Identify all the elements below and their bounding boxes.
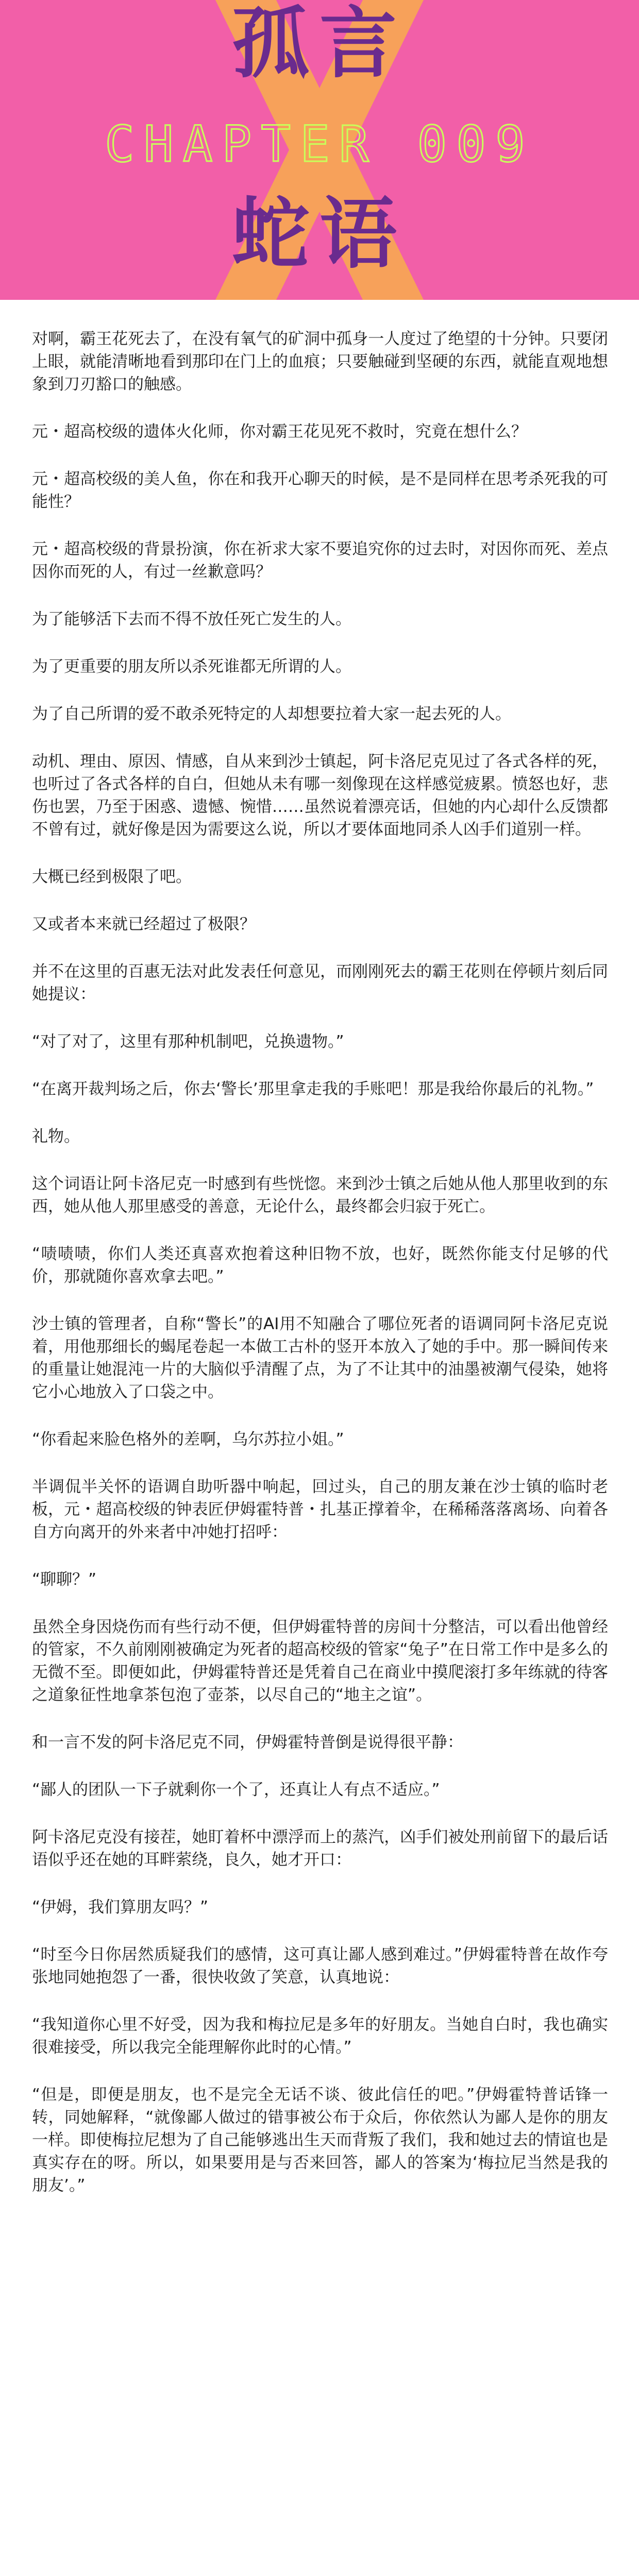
paragraph: 元・超高校级的背景扮演，你在祈求大家不要追究你的过去时，对因你而死、差点因你而死的人，有过一丝歉意吗？	[32, 540, 608, 581]
dialogue-line: “你看起来脸色格外的差啊，乌尔苏拉小姐。”	[32, 1430, 344, 1449]
dialogue-line: “时至今日你居然质疑我们的感情，这可真让鄙人感到难过。”伊姆霍特普在故作夸张地同她抱怨了一番，很快收敛了笑意，认真地说：	[32, 1945, 608, 1987]
dialogue-line: “但是，即便是朋友，也不是完全无话不谈、彼此信任的吧。”伊姆霍特普话锋一转，同她解释，“就像鄙人做过的错事被公布于众后，你依然认为鄙人是你的朋友一样。即使梅拉尼想为了自己能够逃出生天而背叛了我们，我和她过去的情谊也是真实存在的呀。所以，如果要用是与否来回答，鄙人的答案为‘梅拉尼当然是我的朋友’。”	[32, 2086, 608, 2195]
dialogue-line: “鄙人的团队一下子就剩你一个了，还真让人有点不适应。”	[32, 1781, 440, 1799]
paragraph: 为了更重要的朋友所以杀死谁都无所谓的人。	[32, 657, 351, 676]
story-body	[32, 328, 608, 2222]
paragraph: 对啊，霸王花死去了，在没有氧气的矿洞中孤身一人度过了绝望的十分钟。只要闭上眼，就能清晰地看到那印在门上的血痕；只要触碰到坚硬的东西，就能直观地想象到刀刃豁口的触感。	[32, 330, 608, 394]
dialogue-line: “对了对了，这里有那种机制吧，兑换遗物。”	[32, 1032, 344, 1051]
paragraph: 这个词语让阿卡洛尼克一时感到有些恍惚。来到沙士镇之后她从他人那里收到的东西，她从他人那里感受的善意，无论什么，最终都会归寂于死亡。	[32, 1175, 608, 1216]
paragraph: 礼物。	[32, 1127, 80, 1146]
paragraph: 并不在这里的百惠无法对此发表任何意见，而刚刚死去的霸王花则在停顿片刻后同她提议：	[32, 962, 608, 1004]
paragraph: 元・超高校级的遗体火化师，你对霸王花见死不救时，究竟在想什么？	[32, 422, 527, 441]
paragraph: 大概已经到极限了吧。	[32, 868, 192, 886]
dialogue-line: “我知道你心里不好受，因为我和梅拉尼是多年的好朋友。当她自白时，我也确实很难接受，所以我完全能理解你此时的心情。”	[32, 2015, 608, 2057]
paragraph: 阿卡洛尼克没有接茬，她盯着杯中漂浮而上的蒸汽，凶手们被处刑前留下的最后话语似乎还在她的耳畔萦绕，良久，她才开口：	[32, 1828, 608, 1869]
dialogue-line: “啧啧啧，你们人类还真喜欢抱着这种旧物不放，也好，既然你能支付足够的代价，那就随你喜欢拿去吧。”	[32, 1245, 608, 1286]
paragraph: 半调侃半关怀的语调自助听器中响起，回过头，自己的朋友兼在沙士镇的临时老板，元・超高校级的钟表匠伊姆霍特普・扎基正撑着伞，在稀稀落落离场、向着各自方向离开的外来者中冲她打招呼：	[32, 1478, 608, 1541]
paragraph: 为了自己所谓的爱不敢杀死特定的人却想要拉着大家一起去死的人。	[32, 705, 511, 723]
dialogue-line: “在离开裁判场之后，你去‘警长’那里拿走我的手账吧！那是我给你最后的礼物。”	[32, 1080, 594, 1098]
paragraph: 又或者本来就已经超过了极限？	[32, 915, 256, 934]
chapter-label: CHAPTER 009	[105, 115, 534, 173]
paragraph: 动机、理由、原因、情感，自从来到沙士镇起，阿卡洛尼克见过了各式各样的死，也听过了各式各样的自白，但她从未有哪一刻像现在这样感觉疲累。愤怒也好，悲伤也罢，乃至于困惑、遗憾、惋惜……虽然说着漂亮话，但她的内心却什么反馈都不曾有过，就好像是因为需要这么说，所以才要体面地同杀人凶手们道别一样。	[32, 752, 608, 839]
paragraph: 和一言不发的阿卡洛尼克不同，伊姆霍特普倒是说得很平静：	[32, 1733, 463, 1752]
paragraph: 沙士镇的管理者，自称“警长”的AI用不知融合了哪位死者的语调同阿卡洛尼克说着，用他那细长的蝎尾卷起一本做工古朴的竖开本放入了她的手中。那一瞬间传来的重量让她混沌一片的大脑似乎清醒了点，为了不让其中的油墨被潮气侵染，她将它小心地放入了口袋之中。	[32, 1315, 608, 1401]
paragraph: 元・超高校级的美人鱼，你在和我开心聊天的时候，是不是同样在思考杀死我的可能性？	[32, 470, 608, 511]
dialogue-line: “聊聊？”	[32, 1570, 97, 1589]
paragraph: 虽然全身因烧伤而有些行动不便，但伊姆霍特普的房间十分整洁，可以看出他曾经的管家，不久前刚刚被确定为死者的超高校级的管家“兔子”在日常工作中是多么的无微不至。即便如此，伊姆霍特普还是凭着自己在商业中摸爬滚打多年练就的待客之道象征性地拿茶包泡了壶茶，以尽自己的“地主之谊”。	[32, 1618, 608, 1704]
paragraph: 为了能够活下去而不得不放任死亡发生的人。	[32, 610, 351, 629]
chapter-banner	[0, 0, 639, 300]
chapter-title-bottom: 蛇语	[231, 190, 407, 279]
chapter-title-top: 孤言	[231, 0, 407, 89]
banner-spacer	[0, 300, 639, 326]
dialogue-line: “伊姆，我们算朋友吗？”	[32, 1898, 209, 1917]
